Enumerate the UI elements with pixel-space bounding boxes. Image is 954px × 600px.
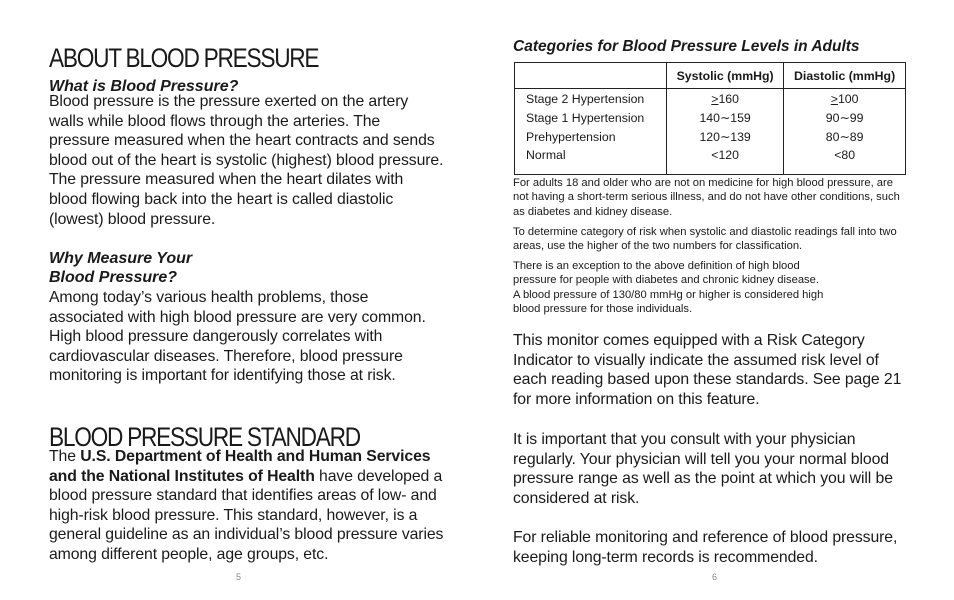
paragraph-long-term-records: For reliable monitoring and reference of blood pressure, keeping long-term records is recommended. bbox=[513, 529, 898, 566]
table-row bbox=[515, 108, 906, 127]
table-cell-systolic bbox=[667, 89, 784, 109]
note-exception-line1: There is an exception to the above definition of high blood bbox=[513, 260, 800, 272]
paragraph-risk-indicator: This monitor comes equipped with a Risk Category Indicator to visually indicate the assumed risk level of each reading based upon these standards. See page 21 for more information on this feature. bbox=[513, 332, 902, 408]
note-exception bbox=[513, 259, 908, 317]
table-row bbox=[515, 127, 906, 146]
note-exception-line4: blood pressure for those individuals. bbox=[513, 303, 693, 316]
table-header-diastolic: Diastolic (mmHg) bbox=[784, 63, 906, 89]
note-classification-rule: To determine category of risk when systolic and diastolic readings fall into two areas, use the higher of the two numbers for classification. bbox=[513, 226, 897, 253]
table-cell-systolic: 140∼159 bbox=[667, 108, 784, 127]
table-cell-category: Prehypertension bbox=[515, 127, 667, 146]
diastolic-value: 100 bbox=[837, 91, 859, 106]
bp-categories-table bbox=[514, 62, 906, 175]
table-header-systolic: Systolic (mmHg) bbox=[667, 63, 784, 89]
note-exception-line3: A blood pressure of 130/80 mmHg or higher is considered high bbox=[513, 288, 824, 301]
diastolic-prefix: > bbox=[830, 91, 838, 106]
page-number-left: 5 bbox=[236, 572, 242, 582]
heading-bp-standard: BLOOD PRESSURE STANDARD bbox=[49, 422, 360, 452]
subheading-why-measure-line2: Blood Pressure? bbox=[49, 269, 178, 286]
table-cell-systolic: 120∼139 bbox=[667, 127, 784, 146]
subheading-what-is-bp: What is Blood Pressure? bbox=[49, 78, 239, 95]
subheading-why-measure-line1: Why Measure Your bbox=[49, 250, 193, 267]
heading-about-blood-pressure: ABOUT BLOOD PRESSURE bbox=[49, 43, 319, 73]
table-row bbox=[515, 89, 906, 109]
paragraph-bp-standard-agencies: U.S. Department of Health and Human Services and the National Institutes of Health bbox=[49, 448, 431, 485]
paragraph-what-is-bp: Blood pressure is the pressure exerted on the artery walls while blood flows through the arteries. The pressure measured when the heart contracts and sends blood out of the heart is systolic (highest) blood pressure. The pressure measured when the heart dilates with blood flowing back into the heart is called diastolic (lowest) blood pressure. bbox=[49, 93, 444, 228]
table-title: Categories for Blood Pressure Levels in Adults bbox=[513, 38, 860, 55]
paragraph-bp-standard-rest: have developed a blood pressure standard that identifies areas of low- and high-risk blood pressure. This standard, however, is a general guideline as an individual’s blood pressure varies among different people, age groups, etc. bbox=[49, 467, 444, 563]
paragraph-why-measure: Among today’s various health problems, those associated with high blood pressure are very common. High blood pressure dangerously correlates with cardiovascular diseases. Therefore, blood pressure monitoring is important for identifying those at risk. bbox=[49, 289, 426, 385]
table-header-blank bbox=[515, 63, 667, 89]
paragraph-consult-physician: It is important that you consult with your physician regularly. Your physician will tell you your normal blood pressure range as well as the point at which you will be considered at risk. bbox=[513, 431, 893, 507]
note-adults-definition: For adults 18 and older who are not on medicine for high blood pressure, are not having a short-term serious illness, and do not have other conditions, such as diabetes and kidney disease. bbox=[513, 177, 900, 218]
table-row bbox=[515, 146, 906, 175]
paragraph-bp-standard-lead: The bbox=[49, 448, 81, 465]
note-exception-line2: pressure for people with diabetes and chronic kidney disease. bbox=[513, 274, 819, 287]
table-cell-diastolic bbox=[784, 89, 906, 109]
table-cell-category: Normal bbox=[515, 146, 667, 175]
systolic-prefix: > bbox=[711, 91, 719, 106]
table-cell-category: Stage 2 Hypertension bbox=[515, 89, 667, 109]
right-page bbox=[513, 0, 908, 600]
systolic-value: 160 bbox=[718, 91, 739, 106]
table-cell-diastolic: <80 bbox=[784, 146, 906, 175]
table-cell-diastolic: 90∼99 bbox=[784, 108, 906, 127]
left-page bbox=[49, 0, 449, 600]
table-cell-diastolic: 80∼89 bbox=[784, 127, 906, 146]
page-number-right: 6 bbox=[712, 572, 718, 582]
table-cell-systolic: <120 bbox=[667, 146, 784, 175]
paragraph-bp-standard bbox=[49, 447, 444, 565]
table-cell-category: Stage 1 Hypertension bbox=[515, 108, 667, 127]
table-header-row bbox=[515, 63, 906, 89]
subheading-why-measure bbox=[49, 249, 192, 287]
